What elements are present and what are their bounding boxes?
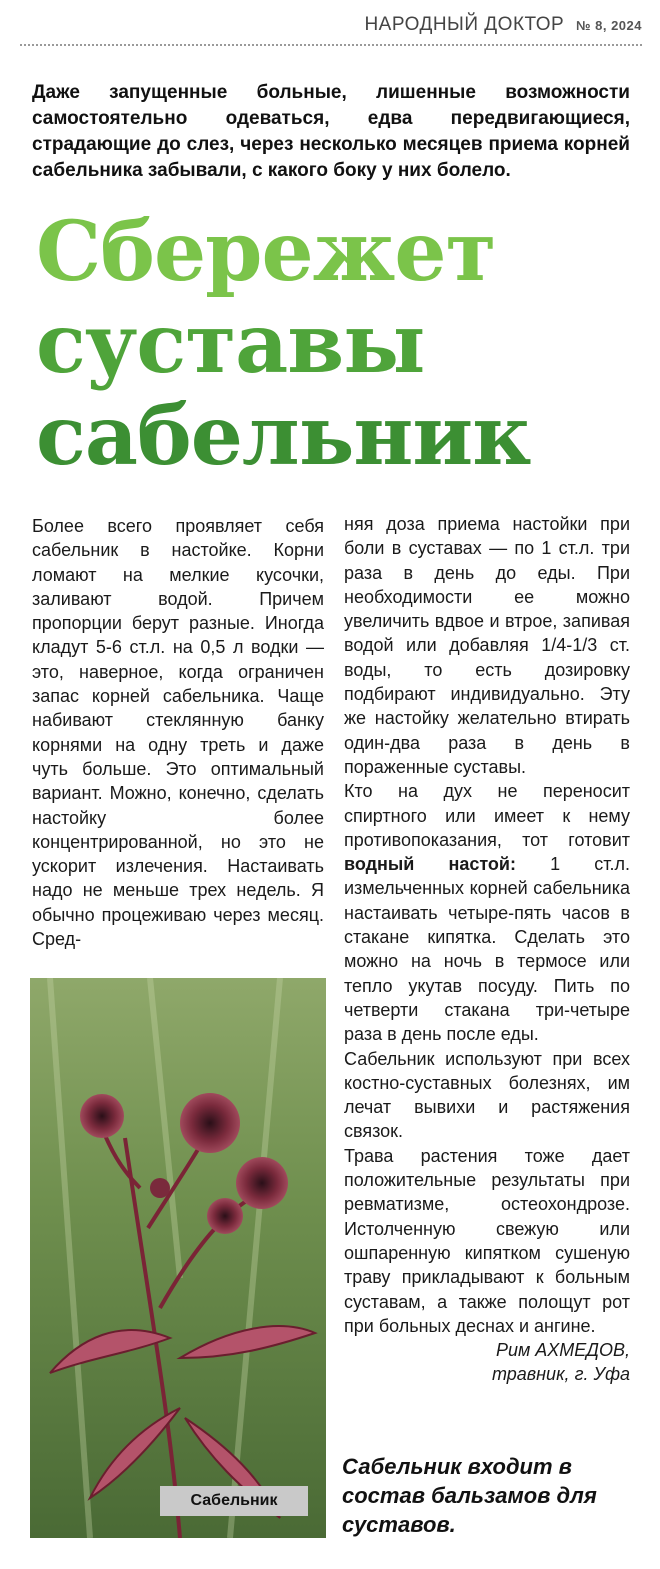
photo-caption: Сабельник [160,1486,308,1516]
title-line-2: суставы [36,296,425,392]
author-role: травник, г. Уфа [491,1364,630,1385]
column2-paragraph-4: Трава растения тоже дает положительные результаты при ревматизме, остеохондрозе. Истолченную свежую или ошпаренную кипятком сушеную траву прикладывают к больным суставам, а также полощут рот при больных деснах и ангине. [344,1145,630,1336]
p2-bold-term: водный настой: [344,854,516,875]
title-line-1: Сбережет [36,204,496,300]
sabelnik-illustration [30,978,326,1538]
column2-paragraph-1: няя доза приема настойки при боли в суставах — по 1 ст.л. три раза в день до еды. При необходимости ее можно увеличить вдвое и втрое, запивая водой или добавляя 1/4-1/3 ст. воды, то есть дозировку подбирают индивидуально. Эту же настойку желательно втирать один-два раза в день в пораженные суставы. [344,514,630,777]
publication-name: НАРОДНЫЙ ДОКТОР [364,14,565,35]
title-line-3: сабельник [36,388,531,484]
column1-text: Более всего проявляет себя сабельник в настойке. Корни ломают на мелкие кусочки, заливают водой. Причем пропорции берут разные. Иногда кладут 5-6 ст.л. на 0,5 л водки — это, наверное, когда ограничен запас корней сабельника. Чаще набивают стеклянную банку корнями на одну треть и даже чуть больше. Это оптимальный вариант. Можно, конечно, сделать настойку более концентрированной, но это не ускорит излечения. Настаивать надо не меньше трех недель. Я обычно процеживаю через месяц. Сред- [32,516,324,950]
lead-paragraph: Даже запущенные больные, лишенные возможности самостоятельно одеваться, едва передвигающиеся, страдающие до слез, через несколько месяцев приема корней сабельника забывали, с какого боку у них болело. [32,82,630,181]
issue-number: № 8, 2024 [576,18,642,33]
author-name: Рим АХМЕДОВ, [495,1340,630,1361]
callout-text: Сабельник входит в состав бальзамов для суставов. [342,1454,597,1537]
text-column-right [344,512,630,1387]
p2-start: Кто на дух не переносит спиртного или имеет к нему противопоказания, тот готовит [344,781,630,850]
column2-paragraph-3: Сабельник используют при всех костно-суставных болезнях, им лечат вывихи и растяжения связок. [344,1048,630,1142]
p2-end: 1 ст.л. измельченных корней сабельника настаивать четыре-пять часов в стакане кипятка. Сделать это можно на ночь в термосе или тепло укутав посуду. Пить по четверти стакана три-четыре раза в день после еды. [344,854,630,1045]
column2-paragraph-2 [344,779,630,1046]
plant-photo [30,978,326,1538]
text-column-left [32,514,324,951]
masthead-header [20,14,642,46]
article-title [36,206,636,482]
